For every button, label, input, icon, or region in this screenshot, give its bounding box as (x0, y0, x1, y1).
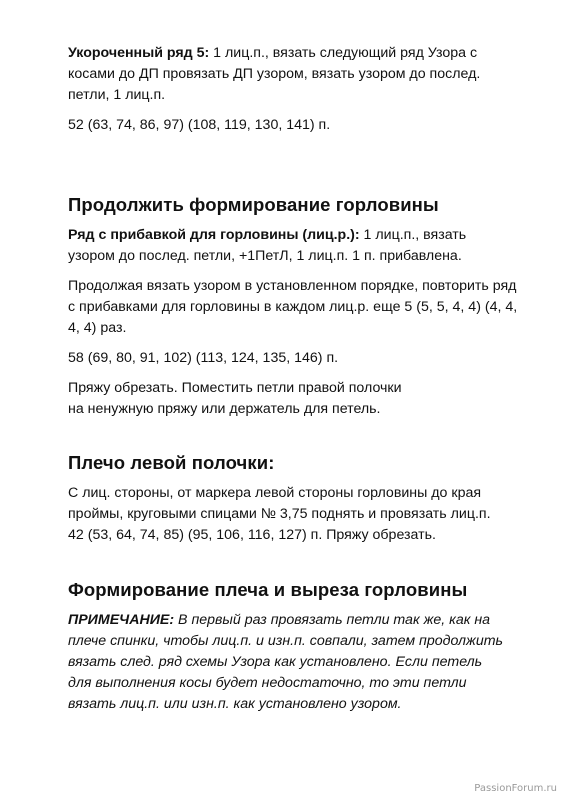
document-page (68, 43, 528, 715)
neckline-cut-paragraph: Пряжу обрезать. Поместить петли правой полочки на ненужную пряжу или держатель для петель. (68, 380, 402, 417)
neckline-stitch-count: 58 (69, 80, 91, 102) (113, 124, 135, 146) п. (68, 350, 339, 366)
note-text: В первый раз провязать петли так же, как на плече спинки, чтобы лиц.п. и изн.п. совпали, затем продолжить вязать след. ряд схемы Узора как установлено. Если петель для выполнения косы будет недостаточно, то эти петли вязать лиц.п. или изн.п. как установлено узором. (68, 612, 503, 712)
note-label: ПРИМЕЧАНИЕ: (68, 612, 175, 628)
neckline-repeat-paragraph: Продолжая вязать узором в установленном порядке, повторить ряд с прибавками для горловины в каждом лиц.р. еще 5 (5, 5, 4, 4) (4, 4, 4, 4) раз. (68, 278, 518, 336)
watermark: PassionForum.ru (474, 783, 557, 794)
short-row-stitch-count: 52 (63, 74, 86, 97) (108, 119, 130, 141) п. (68, 117, 331, 133)
short-row-text: 1 лиц.п., вязать следующий ряд Узора с косами до ДП провязать ДП узором, вязать узором до послед. петли, 1 лиц.п. (68, 45, 481, 103)
left-shoulder-paragraph: С лиц. стороны, от маркера левой стороны горловины до края проймы, круговыми спицами № 3,75 поднять и провязать лиц.п. 42 (53, 64, 74, 85) (95, 106, 116, 127) п. Пряжу обрезать. (68, 485, 491, 543)
neckline-increase-paragraph (68, 225, 508, 267)
short-row-label: Укороченный ряд 5: (68, 45, 210, 61)
left-shoulder-heading: Плечо левой полочки: (68, 452, 275, 473)
neckline-increase-text: 1 лиц.п., вязать узором до послед. петли, +1ПетЛ, 1 лиц.п. 1 п. прибавлена. (68, 227, 467, 264)
shoulder-shaping-note (68, 610, 508, 715)
neckline-heading: Продолжить формирование горловины (68, 194, 439, 215)
shoulder-shaping-heading: Формирование плеча и выреза горловины (68, 579, 468, 600)
neckline-increase-label: Ряд с прибавкой для горловины (лиц.р.): (68, 227, 360, 243)
short-row-paragraph (68, 43, 523, 106)
